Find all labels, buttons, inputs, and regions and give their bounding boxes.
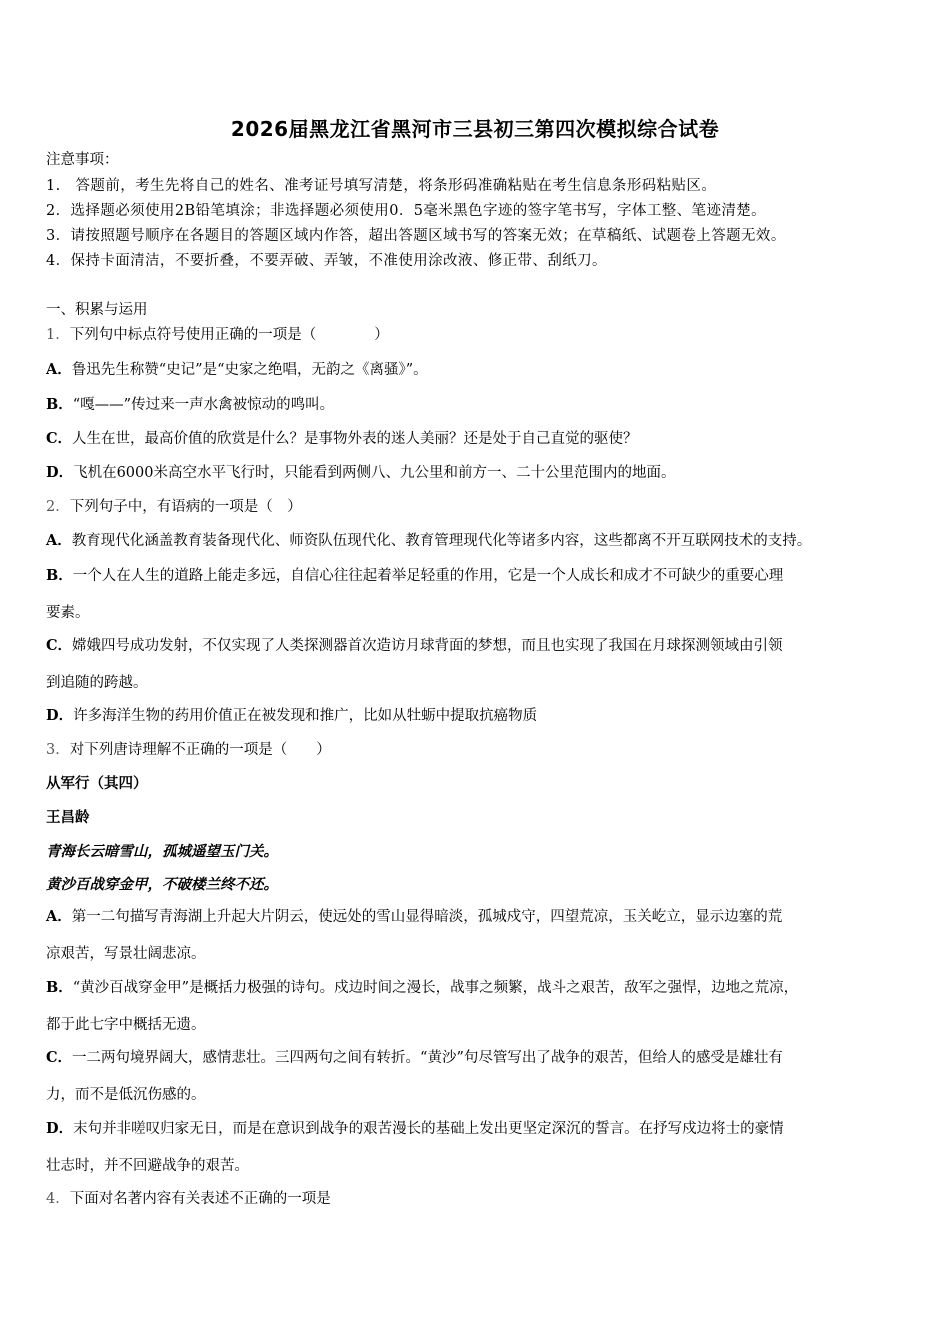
option-text: 一个人在人生的道路上能走多远，自信心往往起着举足轻重的作用，它是一个人成长和成才不可缺少的重要心理	[72, 568, 784, 584]
question-3-number: 3．	[46, 742, 70, 758]
question-3-stem	[46, 740, 331, 760]
question-3-option-c-cont: 力，而不是低沉伤感的。	[46, 1087, 206, 1103]
option-label: A．	[46, 361, 72, 378]
option-text: 人生在世，最高价值的欣赏是什么？是事物外表的迷人美丽？还是处于自己直觉的驱使？	[72, 431, 638, 447]
question-1-option-a	[46, 360, 428, 380]
option-text: “黄沙百战穿金甲”是概括力极强的诗句。戍边时间之漫长，战事之频繁，战斗之艰苦，敌军之强悍，边地之荒凉，	[72, 980, 799, 996]
option-text: “嘎——”传过来一声水禽被惊动的鸣叫。	[72, 397, 335, 413]
option-text: 一二两句境界阔大，感情悲壮。三四两句之间有转折。“黄沙”句尽管写出了战争的艰苦，但给人的感受是雄壮有	[72, 1050, 783, 1066]
question-4-text: 下面对名著内容有关表述不正确的一项是	[69, 1191, 331, 1207]
option-label: D．	[46, 1120, 74, 1137]
section-heading: 一、积累与运用	[46, 302, 148, 318]
option-label: D．	[46, 464, 74, 481]
option-label: A．	[46, 908, 72, 925]
poem-line-1: 青海长云暗雪山，孤城遥望玉门关。	[46, 843, 278, 860]
page-title: 2026届黑龙江省黑河市三县初三第四次模拟综合试卷	[230, 117, 720, 141]
option-label: B．	[46, 979, 73, 996]
option-label: C．	[46, 1049, 73, 1066]
question-3-option-b-cont: 都于此七字中概括无遗。	[46, 1017, 206, 1033]
option-label: C．	[46, 637, 73, 654]
question-1-option-b	[46, 395, 334, 415]
question-2-stem	[46, 497, 302, 517]
poem-author: 王昌龄	[46, 809, 90, 826]
question-1-option-d	[46, 463, 675, 483]
notice-item-1: 1. 答题前，考生先将自己的姓名、准考证号填写清楚，将条形码准确粘贴在考生信息条形码粘贴区。	[46, 178, 717, 194]
poem-line-2: 黄沙百战穿金甲，不破楼兰终不还。	[46, 876, 278, 893]
question-3-option-b	[46, 978, 798, 998]
option-label: B．	[46, 396, 73, 413]
question-2-option-c-cont: 到追随的跨越。	[46, 675, 148, 691]
option-text: 飞机在6000米高空水平飞行时，只能看到两侧八、九公里和前方一、二十公里范围内的地面。	[73, 465, 676, 481]
option-text: 嫦娥四号成功发射，不仅实现了人类探测器首次造访月球背面的梦想，而且也实现了我国在月球探测领域由引领	[72, 638, 783, 654]
question-2-text: 下列句子中，有语病的一项是（ ）	[69, 499, 302, 515]
question-1-number: 1．	[46, 327, 70, 343]
question-2-option-b-cont: 要素。	[46, 605, 90, 621]
question-4-stem	[46, 1189, 331, 1209]
question-1-stem	[46, 325, 389, 345]
question-2-number: 2．	[46, 499, 70, 515]
question-3-text: 对下列唐诗理解不正确的一项是（ ）	[69, 742, 331, 758]
option-text: 第一二句描写青海湖上升起大片阴云，使远处的雪山显得暗淡，孤城戍守，四望荒凉，玉关屹立，显示边塞的荒	[71, 909, 783, 925]
question-3-option-a	[46, 907, 782, 927]
option-label: B．	[46, 567, 73, 584]
question-2-option-d	[46, 706, 537, 726]
question-4-number: 4．	[46, 1191, 70, 1207]
option-text: 鲁迅先生称赞“史记”是“史家之绝唱，无韵之《离骚》”。	[71, 362, 428, 378]
notice-item-3: 3．请按照题号顺序在各题目的答题区域内作答，超出答题区域书写的答案无效；在草稿纸、试题卷上答题无效。	[46, 228, 786, 244]
question-3-option-d-cont: 壮志时，并不回避战争的艰苦。	[46, 1158, 249, 1174]
option-text: 许多海洋生物的药用价值正在被发现和推广，比如从牡蛎中提取抗癌物质	[73, 708, 538, 724]
question-3-option-d	[46, 1119, 784, 1139]
question-2-option-b	[46, 566, 783, 586]
question-1-text: 下列句中标点符号使用正确的一项是（ ）	[69, 327, 389, 343]
question-2-option-c	[46, 636, 783, 656]
notice-item-4: 4．保持卡面清洁，不要折叠，不要弄破、弄皱，不准使用涂改液、修正带、刮纸刀。	[46, 253, 607, 269]
option-text: 教育现代化涵盖教育装备现代化、师资队伍现代化、教育管理现代化等诸多内容，这些都离不开互联网技术的支持。	[71, 533, 812, 549]
question-1-option-c	[46, 429, 638, 449]
option-text: 末句并非嗟叹归家无日，而是在意识到战争的艰苦漫长的基础上发出更坚定深沉的誓言。在抒写戍边将士的豪情	[73, 1121, 784, 1137]
question-3-option-c	[46, 1048, 783, 1068]
poem-title: 从军行（其四）	[46, 775, 148, 792]
notice-heading: 注意事项：	[46, 152, 119, 168]
option-label: A．	[46, 532, 72, 549]
notice-item-2: 2．选择题必须使用2B铅笔填涂；非选择题必须使用0．5毫米黑色字迹的签字笔书写，字体工整、笔迹清楚。	[46, 203, 767, 219]
option-label: D．	[46, 707, 74, 724]
question-3-option-a-cont: 凉艰苦，写景壮阔悲凉。	[46, 946, 206, 962]
option-label: C．	[46, 430, 73, 447]
question-2-option-a	[46, 531, 811, 551]
